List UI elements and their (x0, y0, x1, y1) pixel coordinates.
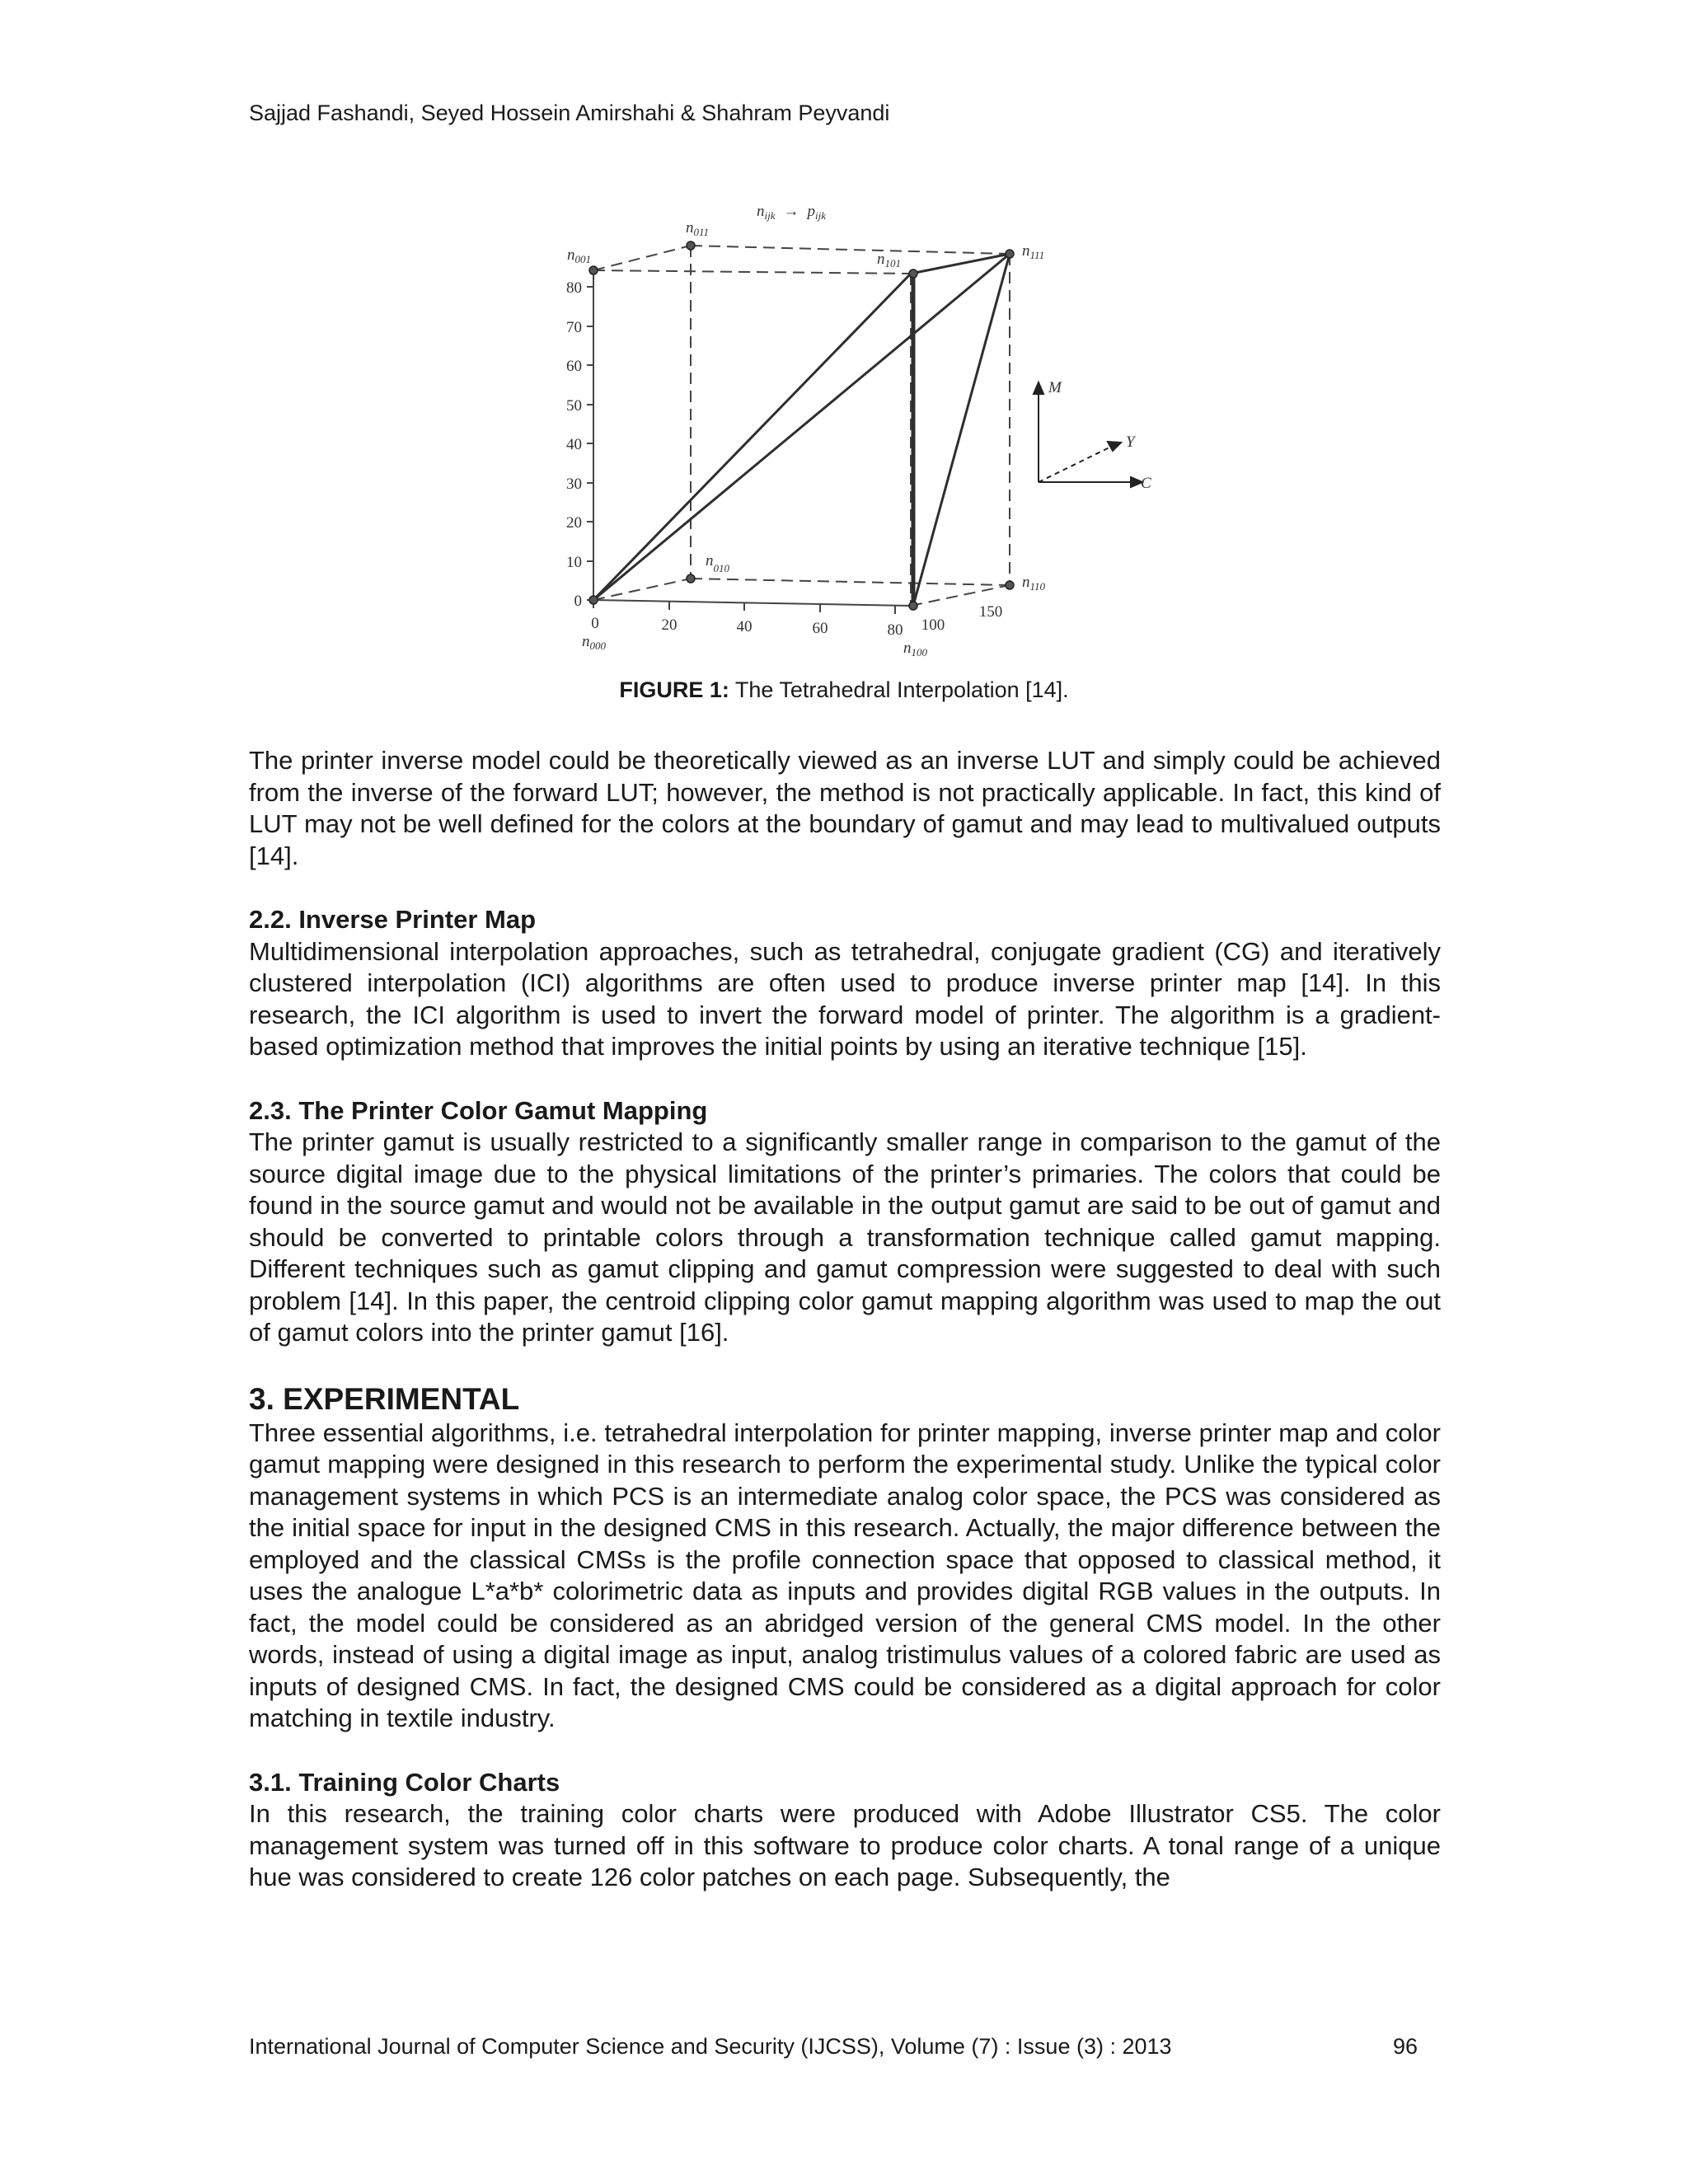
node-label-n101: $n_{101}$ (877, 251, 901, 269)
node-label-n010: $n_{010}$ (706, 552, 729, 574)
node-label-n110: $n_{110}$ (1022, 574, 1046, 593)
axis-label-y: Y (1126, 434, 1135, 451)
heading-2-2: 2.2. Inverse Printer Map (249, 905, 537, 934)
vertex-n100 (909, 602, 917, 610)
y-axis (587, 270, 593, 600)
edge-n101-n111 (911, 254, 1010, 274)
y-tick: 50 (566, 397, 582, 415)
tetrahedral-diagram (552, 194, 1179, 664)
figure-caption (0, 677, 1688, 703)
edge-n011-n111 (691, 246, 1010, 254)
heading-3: 3. EXPERIMENTAL (249, 1381, 520, 1416)
caption-text: The Tetrahedral Interpolation [14]. (729, 677, 1069, 702)
x-tick: 80 (887, 621, 903, 639)
edge-n001-n011 (593, 246, 691, 270)
caption-label: FIGURE 1: (619, 677, 729, 702)
paragraph-inverse-model: The printer inverse model could be theoretically viewed as an inverse LUT and simply could be achieved from the inverse of the forward LUT; however, the method is not practically applicable. In fact, this kind of LUT may not be well defined for the colors at the boundary of gamut and may lead to multivalued outputs [14]. (249, 746, 1441, 870)
vertex-n010 (687, 574, 695, 583)
vertex-n101 (909, 269, 917, 278)
running-header: Sajjad Fashandi, Seyed Hossein Amirshahi & Shahram Peyvandi (249, 101, 890, 125)
main-content (249, 745, 1441, 1926)
vertex-n011 (687, 241, 695, 250)
edge-n000-n111 (593, 254, 1010, 600)
tetrahedron-edges (593, 254, 1010, 606)
heading-3-1: 3.1. Training Color Charts (249, 1767, 560, 1797)
y-tick: 40 (566, 436, 582, 453)
axis-label-c: C (1141, 475, 1151, 492)
vertex-n001 (589, 266, 598, 274)
y-arrow-icon (1108, 442, 1121, 451)
y-tick: 80 (566, 279, 582, 297)
page-number: 96 (1393, 2034, 1418, 2059)
y-tick: 0 (574, 593, 582, 610)
edge-n001-n101 (593, 270, 911, 274)
x-tick: 100 (921, 616, 945, 634)
edge-n100-n111 (913, 254, 1010, 606)
axis-label-m: M (1048, 379, 1062, 396)
vertex-n111 (1006, 250, 1014, 258)
x-tick: 20 (661, 616, 678, 634)
x-tick: 150 (978, 603, 1003, 621)
node-label-n001: $n_{001}$ (567, 246, 591, 265)
x-tick: 60 (812, 620, 828, 637)
tetrahedral-figure (552, 194, 1179, 664)
footer-journal: International Journal of Computer Science and Security (IJCSS), Volume (7) : Issue (3) : 2013 (249, 2034, 1172, 2059)
edge-n000-n101 (593, 274, 911, 600)
x-axis (593, 600, 911, 614)
vertex-n000 (589, 596, 598, 604)
node-label-n111: $n_{111}$ (1022, 242, 1045, 261)
figure-map-title: $n_{ijk} \to p_{ijk}$ (757, 203, 826, 222)
node-label-n000: $n_{000}$ (582, 633, 606, 652)
node-label-n011: $n_{011}$ (686, 219, 710, 238)
paragraph-2-3: The printer gamut is usually restricted to a significantly smaller range in comparison to the gamut of the source digital image due to the physical limitations of the printer’s primaries. The colors that could be found in the source gamut and would not be available in the output gamut are said to be out of gamut and should be converted to printable colors through a transformation technique called gamut mapping. Different techniques such as gamut clipping and gamut compression were suggested to deal with such problem [14]. In this paper, the centroid clipping color gamut mapping algorithm was used to map the out of gamut colors into the printer gamut [16]. (249, 1127, 1441, 1347)
y-tick: 70 (566, 319, 582, 336)
heading-2-3: 2.3. The Printer Color Gamut Mapping (249, 1095, 708, 1125)
m-arrow-icon (1034, 382, 1043, 394)
y-tick: 60 (566, 358, 582, 375)
vertex-n110 (1006, 581, 1014, 589)
paragraph-3-1: In this research, the training color charts were produced with Adobe Illustrator CS5. The color management system was turned off in this software to produce color charts. A tonal range of a unique hue was considered to create 126 color patches on each page. Subsequently, the (249, 1799, 1441, 1891)
y-tick: 30 (566, 476, 582, 493)
node-label-n100: $n_{100}$ (903, 640, 927, 658)
x-tick: 40 (736, 618, 753, 635)
paragraph-3: Three essential algorithms, i.e. tetrahedral interpolation for printer mapping, inverse printer map and color gamut mapping were designed in this research to perform the experimental study. Unlike the typical color management systems in which PCS is an intermediate analog color space, the PCS was considered as the initial space for input in the designed CMS in this research. Actually, the major difference between the employed and the classical CMSs is the profile connection space that opposed to classical method, it uses the analogue L*a*b* colorimetric data as inputs and provides digital RGB values in the outputs. In fact, the model could be considered as an abridged version of the general CMS model. In the other words, instead of using a digital image as input, analog tristimulus values of a colored fabric are used as inputs of designed CMS. In fact, the designed CMS could be considered as a digital approach for color matching in textile industry. (249, 1418, 1441, 1732)
y-tick: 20 (566, 514, 582, 532)
y-tick: 10 (566, 554, 582, 571)
paragraph-2-2: Multidimensional interpolation approaches, such as tetrahedral, conjugate gradient (CG) and iteratively clustered interpolation (ICI) algorithms are often used to produce inverse printer map [14]. In this research, the ICI algorithm is used to invert the forward model of printer. The algorithm is a gradient-based optimization method that improves the initial points by using an iterative technique [15]. (249, 936, 1441, 1061)
x-tick: 0 (591, 615, 599, 632)
edge-n010-n110 (691, 579, 1010, 585)
